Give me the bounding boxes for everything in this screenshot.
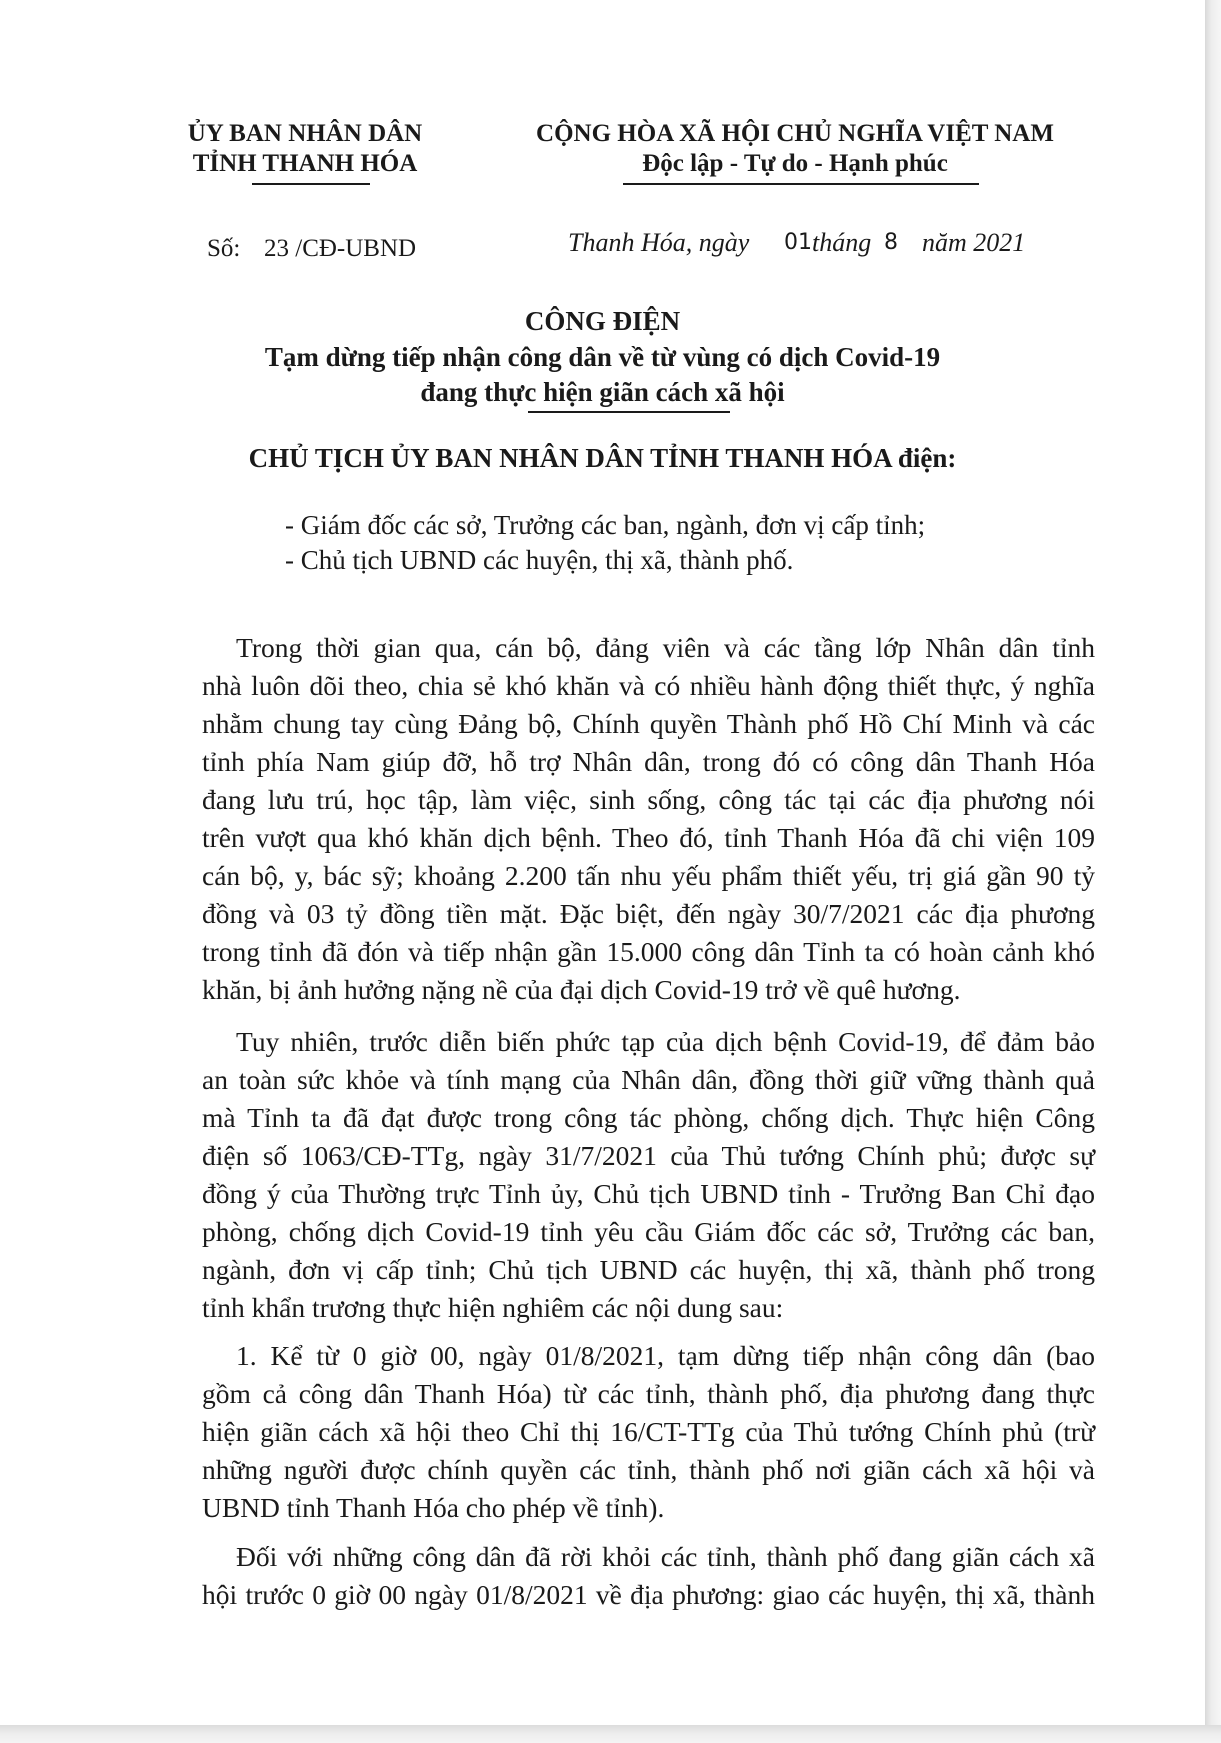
paragraph-1-line: Trong thời gian qua, cán bộ, đảng viên và các tầng lớp Nhân dân tỉnh <box>236 632 1095 663</box>
paragraph-4-line: Đối với những công dân đã rời khỏi các tỉnh, thành phố đang giãn cách xã <box>236 1541 1095 1572</box>
doc-number: 23 /CĐ-UBND <box>264 235 417 262</box>
paragraph-1-line: đồng và 03 tỷ đồng tiền mặt. Đặc biệt, đến ngày 30/7/2021 các địa phương <box>202 898 1095 929</box>
date-month: 8 <box>884 230 898 255</box>
agency-line-1: ỦY BAN NHÂN DÂN <box>187 120 423 147</box>
paragraph-1-line: nhằm chung tay cùng Đảng bộ, Chính quyền Thành phố Hồ Chí Minh và các <box>202 708 1095 739</box>
paragraph-1-line: đang lưu trú, học tập, làm việc, sinh sống, công tác tại các địa phương nói <box>202 784 1095 815</box>
paragraph-3-line: 1. Kể từ 0 giờ 00, ngày 01/8/2021, tạm dừng tiếp nhận công dân (bao <box>236 1340 1095 1371</box>
agency-line-2: TỈNH THANH HÓA <box>192 150 418 177</box>
paragraph-2-line: điện số 1063/CĐ-TTg, ngày 31/7/2021 của Thủ tướng Chính phủ; được sự <box>202 1140 1095 1171</box>
paragraph-2-line: Tuy nhiên, trước diễn biến phức tạp của dịch bệnh Covid-19, để đảm bảo <box>236 1026 1095 1057</box>
recipient-line-2: - Chủ tịch UBND các huyện, thị xã, thành phố. <box>285 545 794 575</box>
agency-underline <box>252 183 370 185</box>
paragraph-2-line: an toàn sức khỏe và tính mạng của Nhân dân, đồng thời giữ vững thành quả <box>202 1064 1095 1095</box>
document-subject-line-1: Tạm dừng tiếp nhận công dân về từ vùng có dịch Covid-19 <box>264 342 941 372</box>
subject-underline <box>528 411 730 413</box>
paragraph-1-line: tỉnh phía Nam giúp đỡ, hỗ trợ Nhân dân, trong đó có công dân Thanh Hóa <box>202 746 1095 777</box>
date-place: Thanh Hóa, ngày <box>568 228 750 257</box>
paragraph-2-line: tỉnh khẩn trương thực hiện nghiêm các nội dung sau: <box>202 1292 784 1323</box>
date-month-label: tháng <box>812 228 872 257</box>
paragraph-2-line: đồng ý của Thường trực Tỉnh ủy, Chủ tịch UBND tỉnh - Trưởng Ban Chỉ đạo <box>202 1178 1095 1209</box>
paragraph-2-line: ngành, đơn vị cấp tỉnh; Chủ tịch UBND các huyện, thị xã, thành phố trong <box>202 1254 1095 1285</box>
date-year: năm 2021 <box>922 228 1026 257</box>
paragraph-1-line: khăn, bị ảnh hưởng nặng nề của đại dịch Covid-19 trở về quê hương. <box>202 974 961 1005</box>
country-name: CỘNG HÒA XÃ HỘI CHỦ NGHĨA VIỆT NAM <box>536 120 1054 147</box>
page-edge-shadow-bottom <box>0 1725 1221 1743</box>
paragraph-2-line: phòng, chống dịch Covid-19 tỉnh yêu cầu Giám đốc các sở, Trưởng các ban, <box>202 1216 1095 1247</box>
doc-number-label: Số: <box>207 235 241 262</box>
paragraph-4-line: hội trước 0 giờ 00 ngày 01/8/2021 về địa phương: giao các huyện, thị xã, thành <box>202 1579 1095 1610</box>
motto: Độc lập - Tự do - Hạnh phúc <box>642 150 948 177</box>
date-day: 01 <box>784 230 812 255</box>
paragraph-1-line: nhà luôn dõi theo, chia sẻ khó khăn và có nhiều hành động thiết thực, ý nghĩa <box>202 670 1095 701</box>
paragraph-3-line: những người được chính quyền các tỉnh, thành phố nơi giãn cách xã hội và <box>202 1454 1095 1485</box>
paragraph-1-line: trên vượt qua khó khăn dịch bệnh. Theo đó, tỉnh Thanh Hóa đã chi viện 109 <box>202 822 1095 853</box>
document-subject-line-2: đang thực hiện giãn cách xã hội <box>420 377 785 407</box>
paragraph-1-line: trong tỉnh đã đón và tiếp nhận gần 15.000 công dân Tỉnh ta có hoàn cảnh khó <box>202 936 1095 967</box>
recipient-line-1: - Giám đốc các sở, Trưởng các ban, ngành, đơn vị cấp tỉnh; <box>285 510 926 540</box>
paragraph-3-line: UBND tỉnh Thanh Hóa cho phép về tỉnh). <box>202 1492 665 1523</box>
paragraph-1-line: cán bộ, y, bác sỹ; khoảng 2.200 tấn nhu yếu phẩm thiết yếu, trị giá gần 90 tỷ <box>202 860 1095 891</box>
paragraph-3-line: hiện giãn cách xã hội theo Chỉ thị 16/CT-TTg của Thủ tướng Chính phủ (trừ <box>202 1416 1095 1447</box>
paragraph-3-line: gồm cả công dân Thanh Hóa) từ các tỉnh, thành phố, địa phương đang thực <box>202 1378 1095 1409</box>
paragraph-2-line: mà Tỉnh ta đã đạt được trong công tác phòng, chống dịch. Thực hiện Công <box>202 1102 1095 1133</box>
document-type: CÔNG ĐIỆN <box>524 306 681 336</box>
sender-line: CHỦ TỊCH ỦY BAN NHÂN DÂN TỈNH THANH HÓA điện: <box>248 443 957 473</box>
motto-underline <box>623 183 979 185</box>
page-edge-shadow-right <box>1205 0 1221 1743</box>
